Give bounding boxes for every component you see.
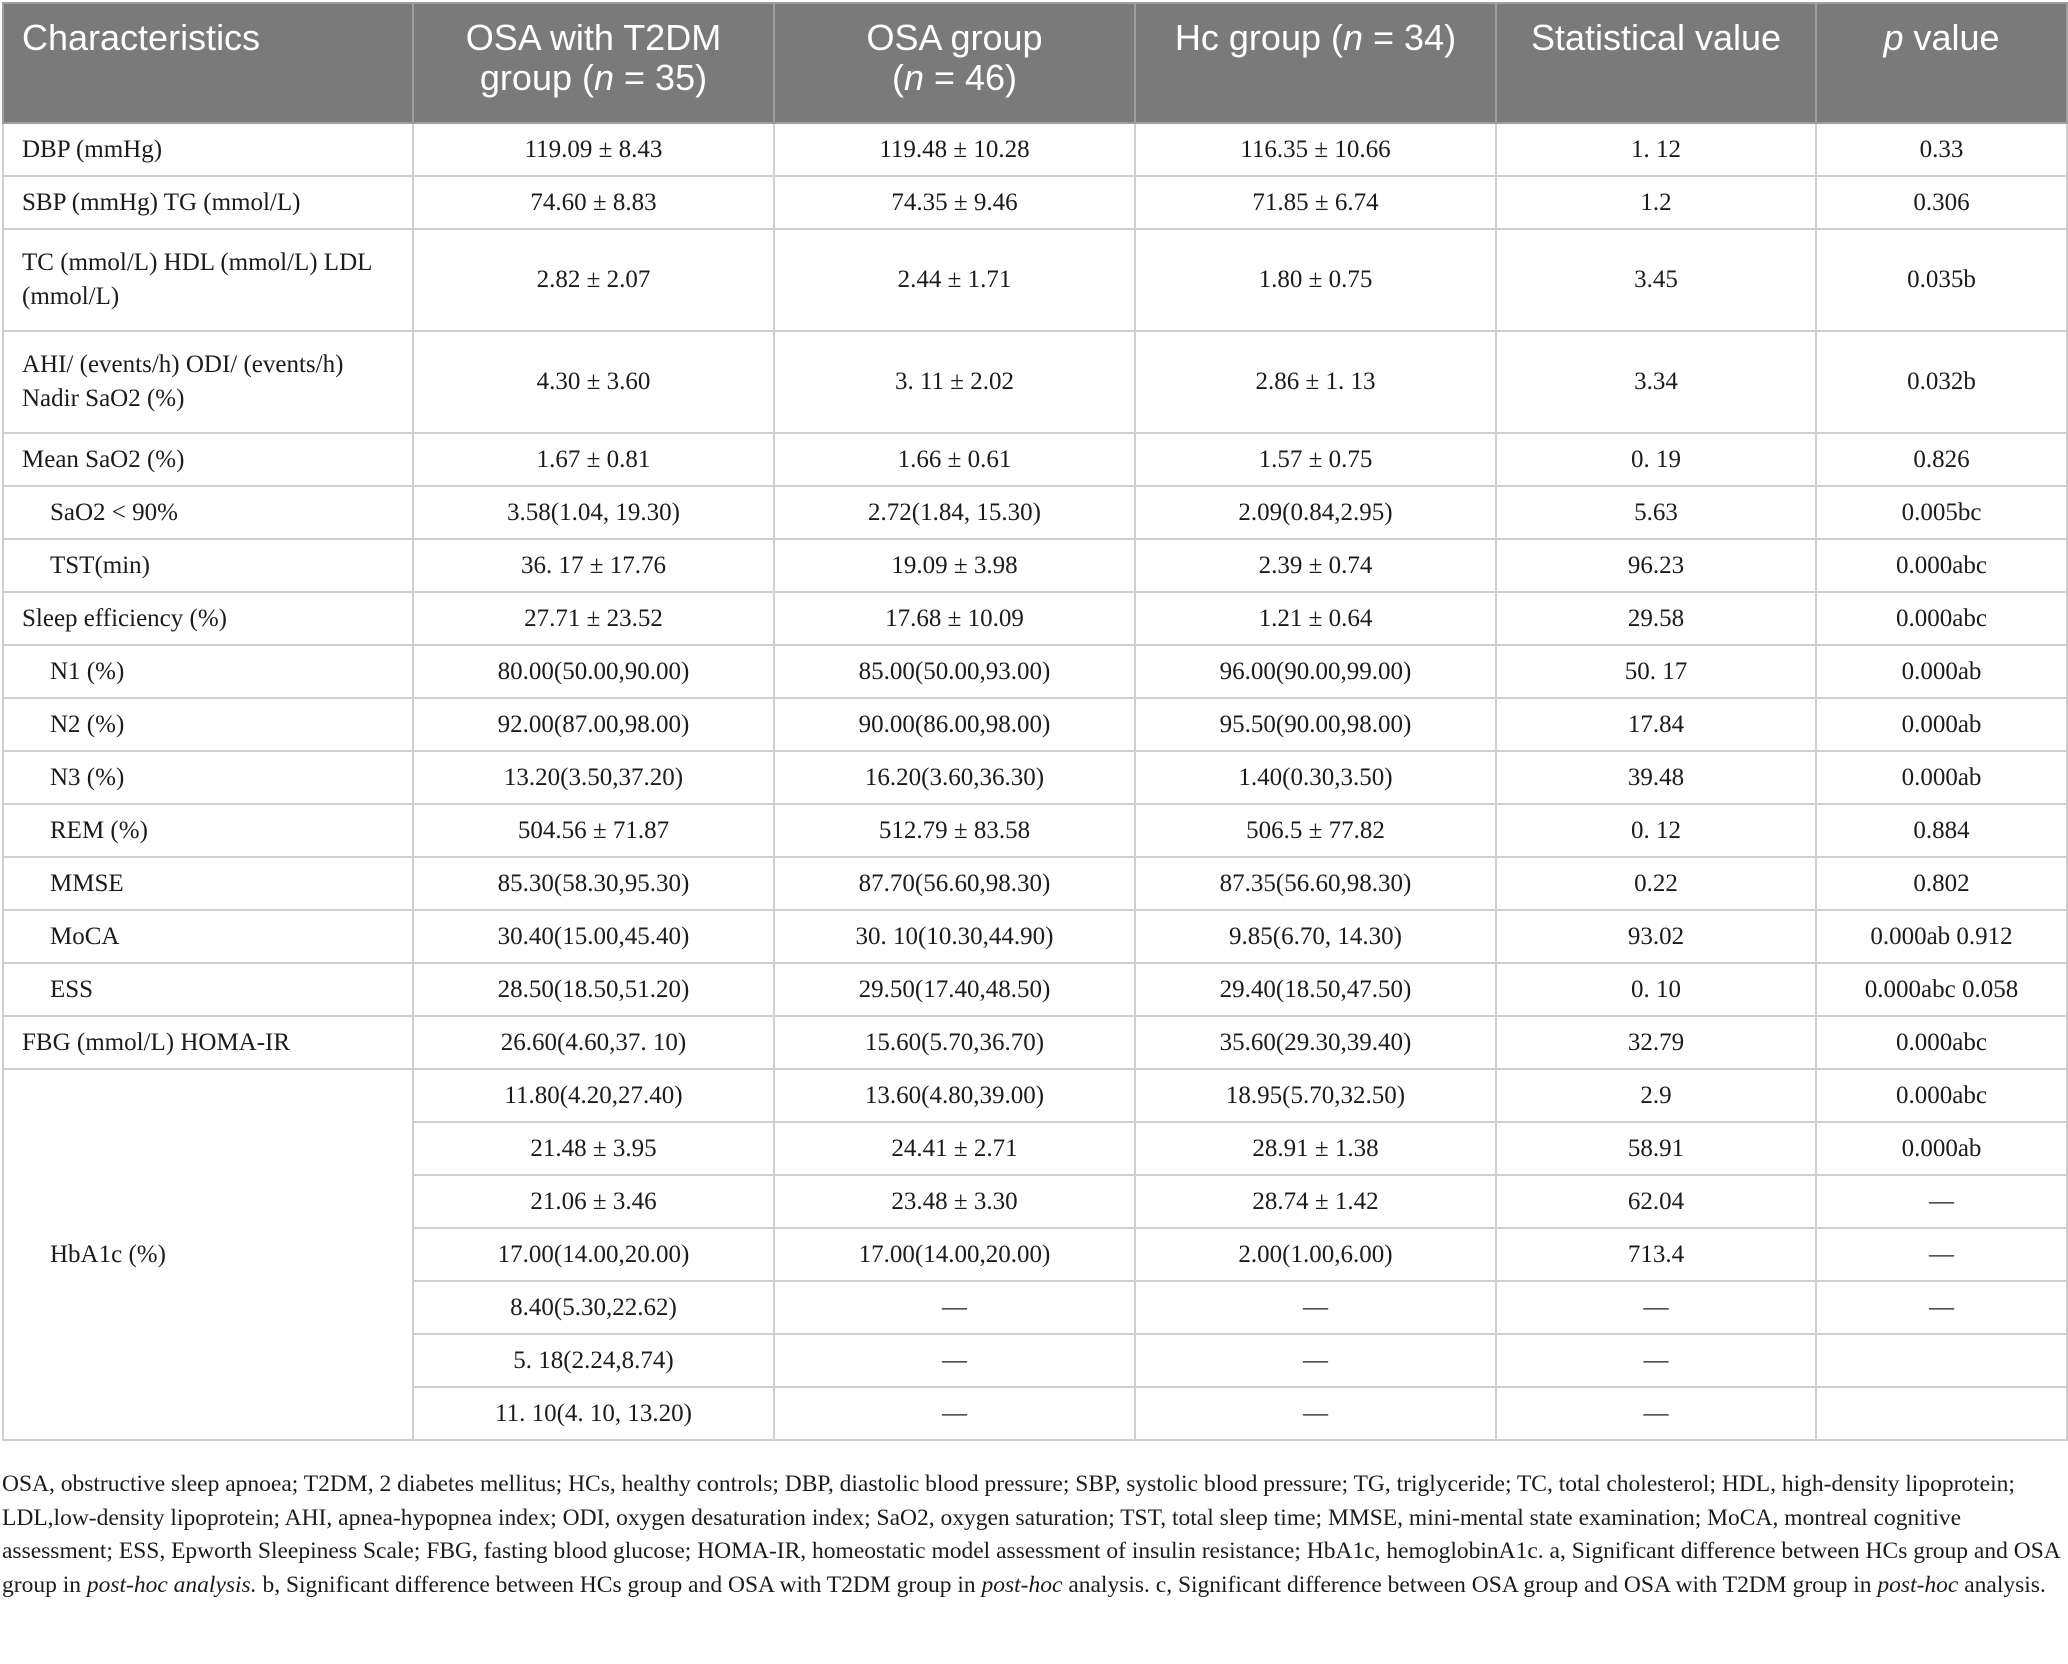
cell-osa-t2dm: 85.30(58.30,95.30): [413, 857, 774, 910]
cell-hc: 28.74 ± 1.42: [1135, 1175, 1496, 1228]
cell-p-value: 0.000abc: [1816, 1016, 2067, 1069]
cell-p-value: 0.826: [1816, 433, 2067, 486]
row-label: MMSE: [3, 857, 413, 910]
cell-osa: 1.66 ± 0.61: [774, 433, 1135, 486]
table-row: [3, 433, 2067, 486]
row-label: REM (%): [3, 804, 413, 857]
cell-osa-t2dm: 8.40(5.30,22.62): [413, 1281, 774, 1334]
footnote-b-end: analysis.: [1062, 1571, 1150, 1598]
row-label: FBG (mmol/L) HOMA-IR: [3, 1016, 413, 1069]
row-label: Sleep efficiency (%): [3, 592, 413, 645]
cell-statistical-value: 3.34: [1496, 331, 1816, 433]
table-row: [3, 1069, 2067, 1122]
header-p-value: [1816, 3, 2067, 123]
cell-osa: 30. 10(10.30,44.90): [774, 910, 1135, 963]
cell-osa-t2dm: 4.30 ± 3.60: [413, 331, 774, 433]
table-row: [3, 592, 2067, 645]
cell-statistical-value: 96.23: [1496, 539, 1816, 592]
table-row: [3, 123, 2067, 176]
table-body: [3, 123, 2067, 1440]
header-osa-count: = 46): [923, 57, 1018, 98]
cell-hc: 2.86 ± 1. 13: [1135, 331, 1496, 433]
row-label: Mean SaO2 (%): [3, 433, 413, 486]
hba1c-label: HbA1c (%): [3, 1069, 413, 1440]
cell-osa-t2dm: 11. 10(4. 10, 13.20): [413, 1387, 774, 1440]
cell-p-value: 0.000abc: [1816, 592, 2067, 645]
footnote-b-text: b, Significant difference between HCs group and OSA with T2DM group in: [256, 1571, 982, 1598]
footnote-a-italic: post-hoc analysis.: [86, 1571, 257, 1598]
cell-osa: 13.60(4.80,39.00): [774, 1069, 1135, 1122]
cell-statistical-value: 0. 10: [1496, 963, 1816, 1016]
cell-hc: 2.00(1.00,6.00): [1135, 1228, 1496, 1281]
cell-statistical-value: 32.79: [1496, 1016, 1816, 1069]
cell-p-value: 0.000ab: [1816, 698, 2067, 751]
cell-osa-t2dm: 27.71 ± 23.52: [413, 592, 774, 645]
cell-osa: —: [774, 1281, 1135, 1334]
cell-statistical-value: 58.91: [1496, 1122, 1816, 1175]
cell-osa: 23.48 ± 3.30: [774, 1175, 1135, 1228]
header-osa-t2dm-n: n: [593, 57, 615, 98]
row-label: SaO2 < 90%: [3, 486, 413, 539]
cell-osa-t2dm: 17.00(14.00,20.00): [413, 1228, 774, 1281]
row-label: SBP (mmHg) TG (mmol/L): [3, 176, 413, 229]
cell-osa: 2.72(1.84, 15.30): [774, 486, 1135, 539]
row-label: MoCA: [3, 910, 413, 963]
table-row: [3, 857, 2067, 910]
cell-osa: 24.41 ± 2.71: [774, 1122, 1135, 1175]
header-osa-t2dm: [413, 3, 774, 123]
header-osa-t2dm-line2: group (: [479, 57, 594, 98]
cell-p-value: 0.33: [1816, 123, 2067, 176]
row-label: AHI/ (events/h) ODI/ (events/h) Nadir SaO2 (%): [3, 331, 413, 433]
cell-osa-t2dm: 3.58(1.04, 19.30): [413, 486, 774, 539]
cell-statistical-value: 5.63: [1496, 486, 1816, 539]
row-label: TC (mmol/L) HDL (mmol/L) LDL (mmol/L): [3, 229, 413, 331]
cell-p-value: 0.032b: [1816, 331, 2067, 433]
cell-osa: 85.00(50.00,93.00): [774, 645, 1135, 698]
cell-hc: 506.5 ± 77.82: [1135, 804, 1496, 857]
table-row: [3, 331, 2067, 433]
cell-hc: 95.50(90.00,98.00): [1135, 698, 1496, 751]
cell-statistical-value: —: [1496, 1334, 1816, 1387]
cell-p-value: 0.000ab: [1816, 1122, 2067, 1175]
cell-osa-t2dm: 28.50(18.50,51.20): [413, 963, 774, 1016]
table-row: [3, 539, 2067, 592]
cell-osa: 3. 11 ± 2.02: [774, 331, 1135, 433]
cell-statistical-value: 39.48: [1496, 751, 1816, 804]
results-table: [2, 2, 2068, 1441]
cell-hc: —: [1135, 1334, 1496, 1387]
row-label: N2 (%): [3, 698, 413, 751]
cell-osa-t2dm: 80.00(50.00,90.00): [413, 645, 774, 698]
cell-hc: 87.35(56.60,98.30): [1135, 857, 1496, 910]
cell-statistical-value: —: [1496, 1281, 1816, 1334]
cell-statistical-value: 0. 19: [1496, 433, 1816, 486]
cell-osa-t2dm: 5. 18(2.24,8.74): [413, 1334, 774, 1387]
cell-p-value: 0.884: [1816, 804, 2067, 857]
cell-p-value: [1816, 1387, 2067, 1440]
header-hc-label: Hc group (: [1174, 17, 1343, 58]
cell-p-value: 0.005bc: [1816, 486, 2067, 539]
table-row: [3, 804, 2067, 857]
cell-osa: 15.60(5.70,36.70): [774, 1016, 1135, 1069]
header-osa-t2dm-line1: OSA with T2DM: [465, 17, 722, 58]
cell-statistical-value: 3.45: [1496, 229, 1816, 331]
cell-p-value: 0.000ab: [1816, 645, 2067, 698]
cell-p-value: 0.000abc: [1816, 539, 2067, 592]
header-statistical-value: Statistical value: [1496, 3, 1816, 123]
cell-p-value: 0.000abc 0.058: [1816, 963, 2067, 1016]
cell-statistical-value: 0. 12: [1496, 804, 1816, 857]
footnote-abbreviations: OSA, obstructive sleep apnoea; T2DM, 2 diabetes mellitus; HCs, healthy controls; DBP, diastolic blood pressure; SBP, systolic blood pressure; TG, triglyceride; TC, total cholesterol; HDL, high-density lipoprotein; LDL,low-density lipoprotein; AHI, apnea-hypopnea index; ODI, oxygen desaturation index; SaO2, oxygen saturation; TST, total sleep time; MMSE, mini-mental state examination; MoCA, montreal cognitive assessment; ESS, Epworth Sleepiness Scale; FBG, fasting blood glucose; HOMA-IR, homeostatic model assessment of insulin resistance; HbA1c, hemoglobinA1c. a, Significant difference between HCs group and OSA group in: [2, 1471, 2060, 1598]
cell-osa-t2dm: 13.20(3.50,37.20): [413, 751, 774, 804]
cell-hc: 116.35 ± 10.66: [1135, 123, 1496, 176]
header-hc-n: n: [1342, 17, 1364, 58]
cell-statistical-value: 0.22: [1496, 857, 1816, 910]
footnote-b-italic: post-hoc: [981, 1571, 1063, 1598]
header-osa-n: n: [903, 57, 924, 98]
cell-statistical-value: 17.84: [1496, 698, 1816, 751]
cell-statistical-value: 1. 12: [1496, 123, 1816, 176]
cell-hc: 96.00(90.00,99.00): [1135, 645, 1496, 698]
cell-osa-t2dm: 11.80(4.20,27.40): [413, 1069, 774, 1122]
cell-p-value: 0.035b: [1816, 229, 2067, 331]
cell-statistical-value: —: [1496, 1387, 1816, 1440]
cell-osa-t2dm: 74.60 ± 8.83: [413, 176, 774, 229]
cell-hc: —: [1135, 1387, 1496, 1440]
row-label: N1 (%): [3, 645, 413, 698]
header-hc: [1135, 3, 1496, 123]
cell-osa-t2dm: 1.67 ± 0.81: [413, 433, 774, 486]
footnote-c-text: c, Significant difference between OSA group and OSA with T2DM group in: [1149, 1571, 1878, 1598]
cell-statistical-value: 62.04: [1496, 1175, 1816, 1228]
cell-statistical-value: 1.2: [1496, 176, 1816, 229]
cell-osa: 17.00(14.00,20.00): [774, 1228, 1135, 1281]
header-osa: [774, 3, 1135, 123]
table-header: [3, 3, 2067, 123]
cell-osa: —: [774, 1334, 1135, 1387]
cell-osa-t2dm: 504.56 ± 71.87: [413, 804, 774, 857]
header-osa-paren: (: [891, 57, 904, 98]
cell-hc: 1.80 ± 0.75: [1135, 229, 1496, 331]
cell-statistical-value: 713.4: [1496, 1228, 1816, 1281]
cell-hc: 1.21 ± 0.64: [1135, 592, 1496, 645]
cell-p-value: 0.000ab 0.912: [1816, 910, 2067, 963]
cell-osa: 29.50(17.40,48.50): [774, 963, 1135, 1016]
row-label: DBP (mmHg): [3, 123, 413, 176]
results-table-container: [2, 2, 2066, 1441]
table-footnote: [2, 1468, 2060, 1602]
footnote-c-italic: post-hoc: [1877, 1571, 1959, 1598]
cell-osa-t2dm: 92.00(87.00,98.00): [413, 698, 774, 751]
cell-hc: 2.39 ± 0.74: [1135, 539, 1496, 592]
table-row: [3, 910, 2067, 963]
cell-hc: 35.60(29.30,39.40): [1135, 1016, 1496, 1069]
header-p-rest: value: [1903, 17, 2000, 58]
cell-osa: 90.00(86.00,98.00): [774, 698, 1135, 751]
cell-osa: 17.68 ± 10.09: [774, 592, 1135, 645]
cell-osa: 74.35 ± 9.46: [774, 176, 1135, 229]
cell-statistical-value: 29.58: [1496, 592, 1816, 645]
table-row: [3, 486, 2067, 539]
row-label: ESS: [3, 963, 413, 1016]
cell-p-value: 0.306: [1816, 176, 2067, 229]
cell-p-value: —: [1816, 1175, 2067, 1228]
table-row: [3, 176, 2067, 229]
cell-p-value: —: [1816, 1281, 2067, 1334]
cell-p-value: 0.000ab: [1816, 751, 2067, 804]
table-row: [3, 751, 2067, 804]
cell-osa: —: [774, 1387, 1135, 1440]
cell-hc: 71.85 ± 6.74: [1135, 176, 1496, 229]
table-row: [3, 229, 2067, 331]
cell-osa: 87.70(56.60,98.30): [774, 857, 1135, 910]
cell-osa-t2dm: 21.48 ± 3.95: [413, 1122, 774, 1175]
cell-osa-t2dm: 119.09 ± 8.43: [413, 123, 774, 176]
cell-osa: 2.44 ± 1.71: [774, 229, 1135, 331]
header-hc-count: = 34): [1363, 17, 1457, 58]
cell-hc: 2.09(0.84,2.95): [1135, 486, 1496, 539]
cell-hc: 1.57 ± 0.75: [1135, 433, 1496, 486]
cell-statistical-value: 2.9: [1496, 1069, 1816, 1122]
cell-p-value: —: [1816, 1228, 2067, 1281]
cell-hc: —: [1135, 1281, 1496, 1334]
cell-hc: 1.40(0.30,3.50): [1135, 751, 1496, 804]
cell-p-value: 0.000abc: [1816, 1069, 2067, 1122]
cell-hc: 29.40(18.50,47.50): [1135, 963, 1496, 1016]
table-row: [3, 645, 2067, 698]
table-row: [3, 1016, 2067, 1069]
cell-osa-t2dm: 26.60(4.60,37. 10): [413, 1016, 774, 1069]
footnote-c-end: analysis.: [1958, 1571, 2046, 1598]
cell-osa-t2dm: 21.06 ± 3.46: [413, 1175, 774, 1228]
header-p-italic: p: [1883, 17, 1904, 58]
header-characteristics: Characteristics: [3, 3, 413, 123]
cell-hc: 18.95(5.70,32.50): [1135, 1069, 1496, 1122]
header-osa-line1: OSA group: [866, 17, 1043, 58]
cell-statistical-value: 50. 17: [1496, 645, 1816, 698]
cell-p-value: [1816, 1334, 2067, 1387]
table-row: [3, 963, 2067, 1016]
cell-statistical-value: 93.02: [1496, 910, 1816, 963]
cell-osa-t2dm: 2.82 ± 2.07: [413, 229, 774, 331]
cell-osa: 119.48 ± 10.28: [774, 123, 1135, 176]
cell-hc: 28.91 ± 1.38: [1135, 1122, 1496, 1175]
cell-hc: 9.85(6.70, 14.30): [1135, 910, 1496, 963]
cell-osa: 512.79 ± 83.58: [774, 804, 1135, 857]
row-label: TST(min): [3, 539, 413, 592]
cell-osa: 19.09 ± 3.98: [774, 539, 1135, 592]
row-label: N3 (%): [3, 751, 413, 804]
cell-p-value: 0.802: [1816, 857, 2067, 910]
table-row: [3, 698, 2067, 751]
cell-osa-t2dm: 30.40(15.00,45.40): [413, 910, 774, 963]
header-osa-t2dm-count: = 35): [614, 57, 708, 98]
cell-osa: 16.20(3.60,36.30): [774, 751, 1135, 804]
cell-osa-t2dm: 36. 17 ± 17.76: [413, 539, 774, 592]
